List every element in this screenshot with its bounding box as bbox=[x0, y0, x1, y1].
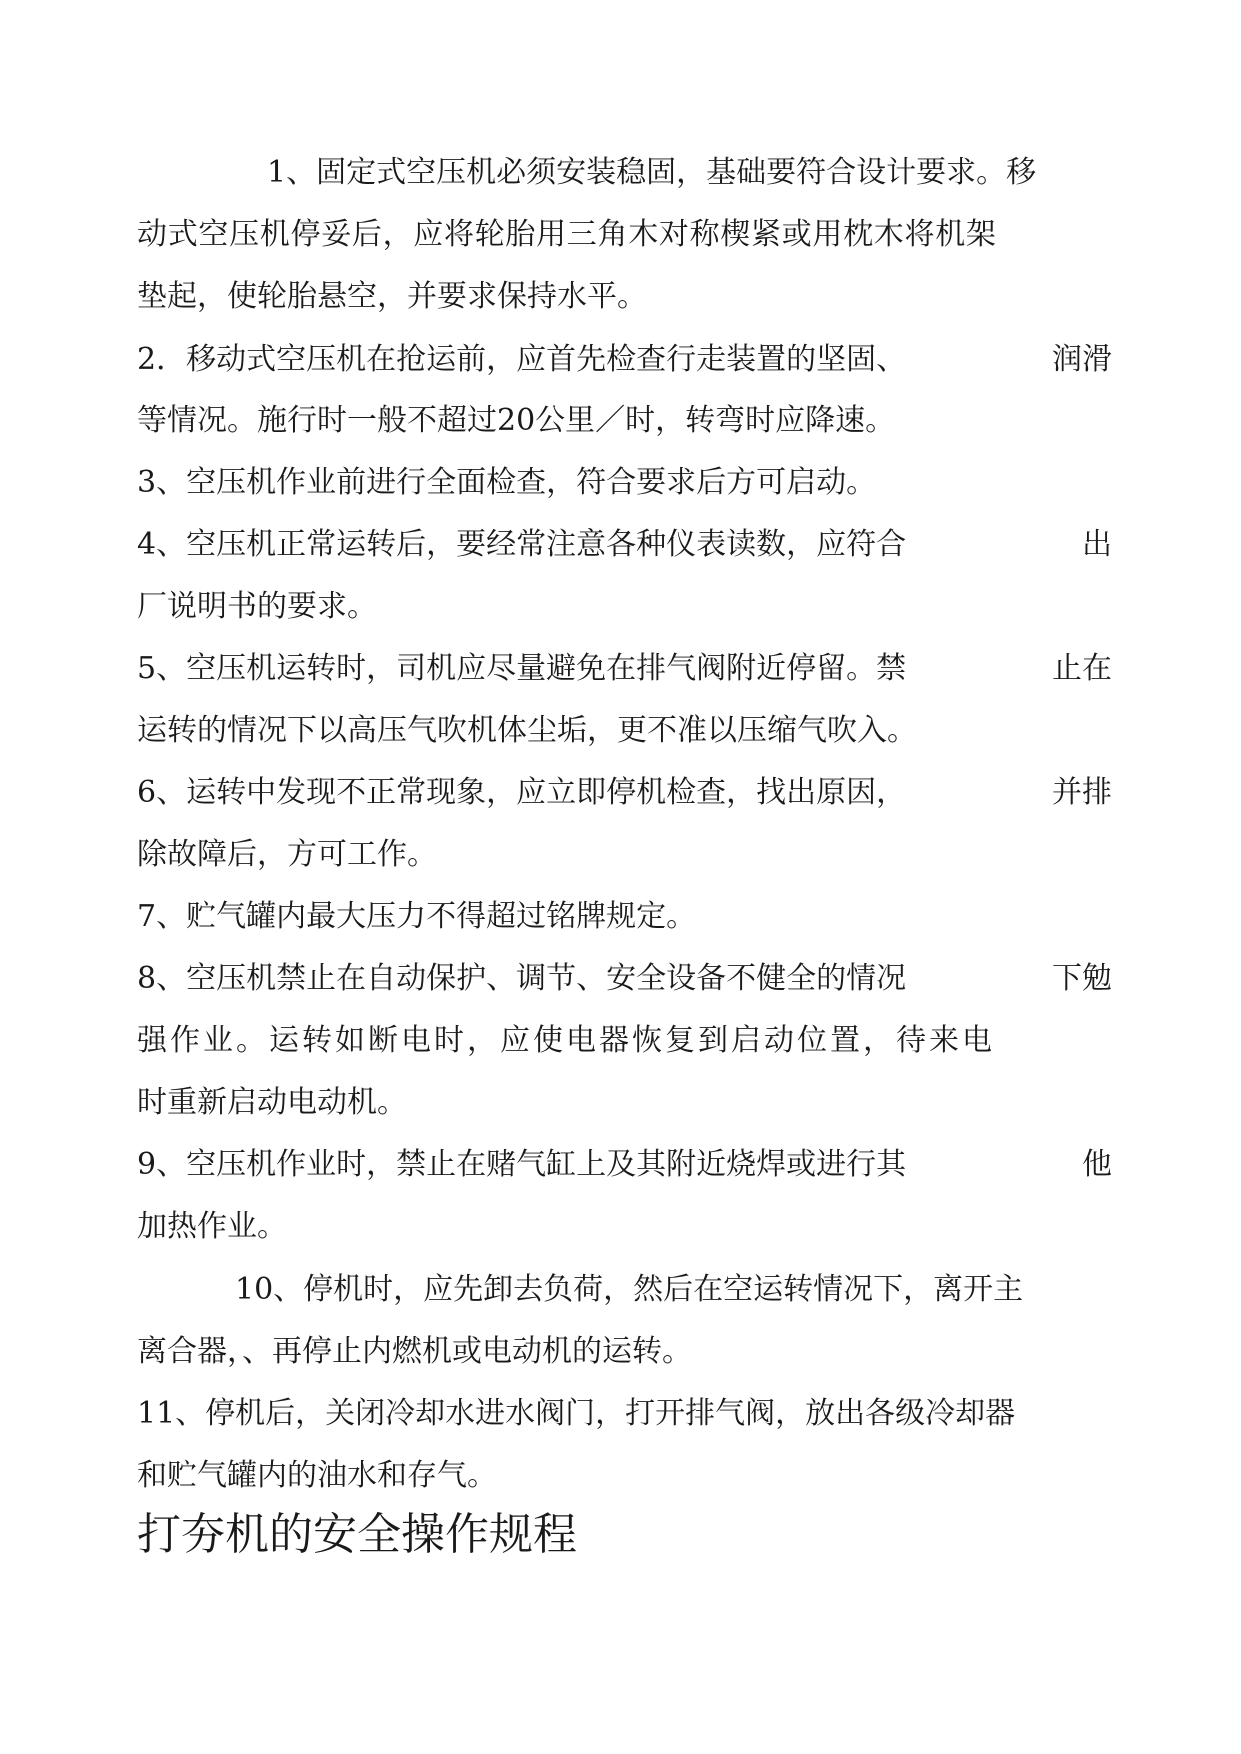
paragraph-8-line-2: 强作业。运转如断电时，应使电器恢复到启动位置，待来电 bbox=[137, 1023, 995, 1058]
paragraph-6-line-1-right: 并排 bbox=[1052, 775, 1112, 810]
paragraph-9-line-1-left: 9、空压机作业时，禁止在赌气缸上及其附近烧焊或进行其 bbox=[137, 1147, 907, 1182]
paragraph-8-line-1 bbox=[137, 959, 1112, 999]
paragraph-1-line-3: 垫起，使轮胎悬空，并要求保持水平。 bbox=[137, 279, 647, 314]
paragraph-2-line-1 bbox=[137, 340, 1112, 380]
paragraph-8-line-1-left: 8、空压机禁止在自动保护、调节、安全设备不健全的情况 bbox=[137, 961, 907, 996]
paragraph-2-line-1-left: 2．移动式空压机在抢运前，应首先检查行走装置的坚固、 bbox=[137, 342, 907, 377]
paragraph-6-line-1-left: 6、运转中发现不正常现象，应立即停机检查，找出原因， bbox=[137, 775, 907, 810]
paragraph-11-line-2: 和贮气罐内的油水和存气。 bbox=[137, 1458, 497, 1493]
paragraph-4-line-1-left: 4、空压机正常运转后，要经常注意各种仪表读数，应符合 bbox=[137, 527, 907, 562]
paragraph-5-line-1 bbox=[137, 649, 1112, 689]
paragraph-8-line-1-right: 下勉 bbox=[1052, 961, 1112, 996]
paragraph-10-line-2: 离合器，、再停止内燃机或电动机的运转。 bbox=[137, 1334, 692, 1369]
paragraph-4-line-1-right: 出 bbox=[1082, 527, 1112, 562]
paragraph-5-line-1-right: 止在 bbox=[1052, 651, 1112, 686]
paragraph-1-line-1: 1、固定式空压机必须安装稳固，基础要符合设计要求。移 bbox=[267, 155, 1037, 190]
paragraph-4-line-1 bbox=[137, 525, 1112, 565]
paragraph-8-line-3: 时重新启动电动机。 bbox=[137, 1085, 407, 1120]
section-heading: 打夯机的安全操作规程 bbox=[137, 1509, 577, 1560]
paragraph-3-line-1: 3、空压机作业前进行全面检查，符合要求后方可启动。 bbox=[137, 465, 877, 500]
paragraph-9-line-1 bbox=[137, 1145, 1112, 1185]
paragraph-6-line-2: 除故障后，方可工作。 bbox=[137, 837, 437, 872]
paragraph-5-line-1-left: 5、空压机运转时，司机应尽量避免在排气阀附近停留。禁 bbox=[137, 651, 907, 686]
paragraph-2-line-1-right: 润滑 bbox=[1052, 342, 1112, 377]
paragraph-7-line-1: 7、贮气罐内最大压力不得超过铭牌规定。 bbox=[137, 899, 697, 934]
paragraph-9-line-2: 加热作业。 bbox=[137, 1209, 287, 1244]
paragraph-1-line-2: 动式空压机停妥后，应将轮胎用三角木对称楔紧或用枕木将机架 bbox=[137, 217, 997, 252]
paragraph-11-line-1: 11、停机后，关闭冷却水进水阀门，打开排气阀，放出各级冷却器 bbox=[137, 1396, 1016, 1431]
paragraph-9-line-1-right: 他 bbox=[1082, 1147, 1112, 1182]
paragraph-4-line-2: 厂说明书的要求。 bbox=[137, 589, 377, 624]
paragraph-6-line-1 bbox=[137, 773, 1112, 813]
paragraph-10-line-1: 10、停机时，应先卸去负荷，然后在空运转情况下，离开主 bbox=[235, 1272, 1024, 1307]
paragraph-5-line-2: 运转的情况下以高压气吹机体尘垢，更不准以压缩气吹入。 bbox=[137, 713, 917, 748]
paragraph-2-line-2: 等情况。施行时一般不超过20公里／时，转弯时应降速。 bbox=[137, 403, 896, 438]
